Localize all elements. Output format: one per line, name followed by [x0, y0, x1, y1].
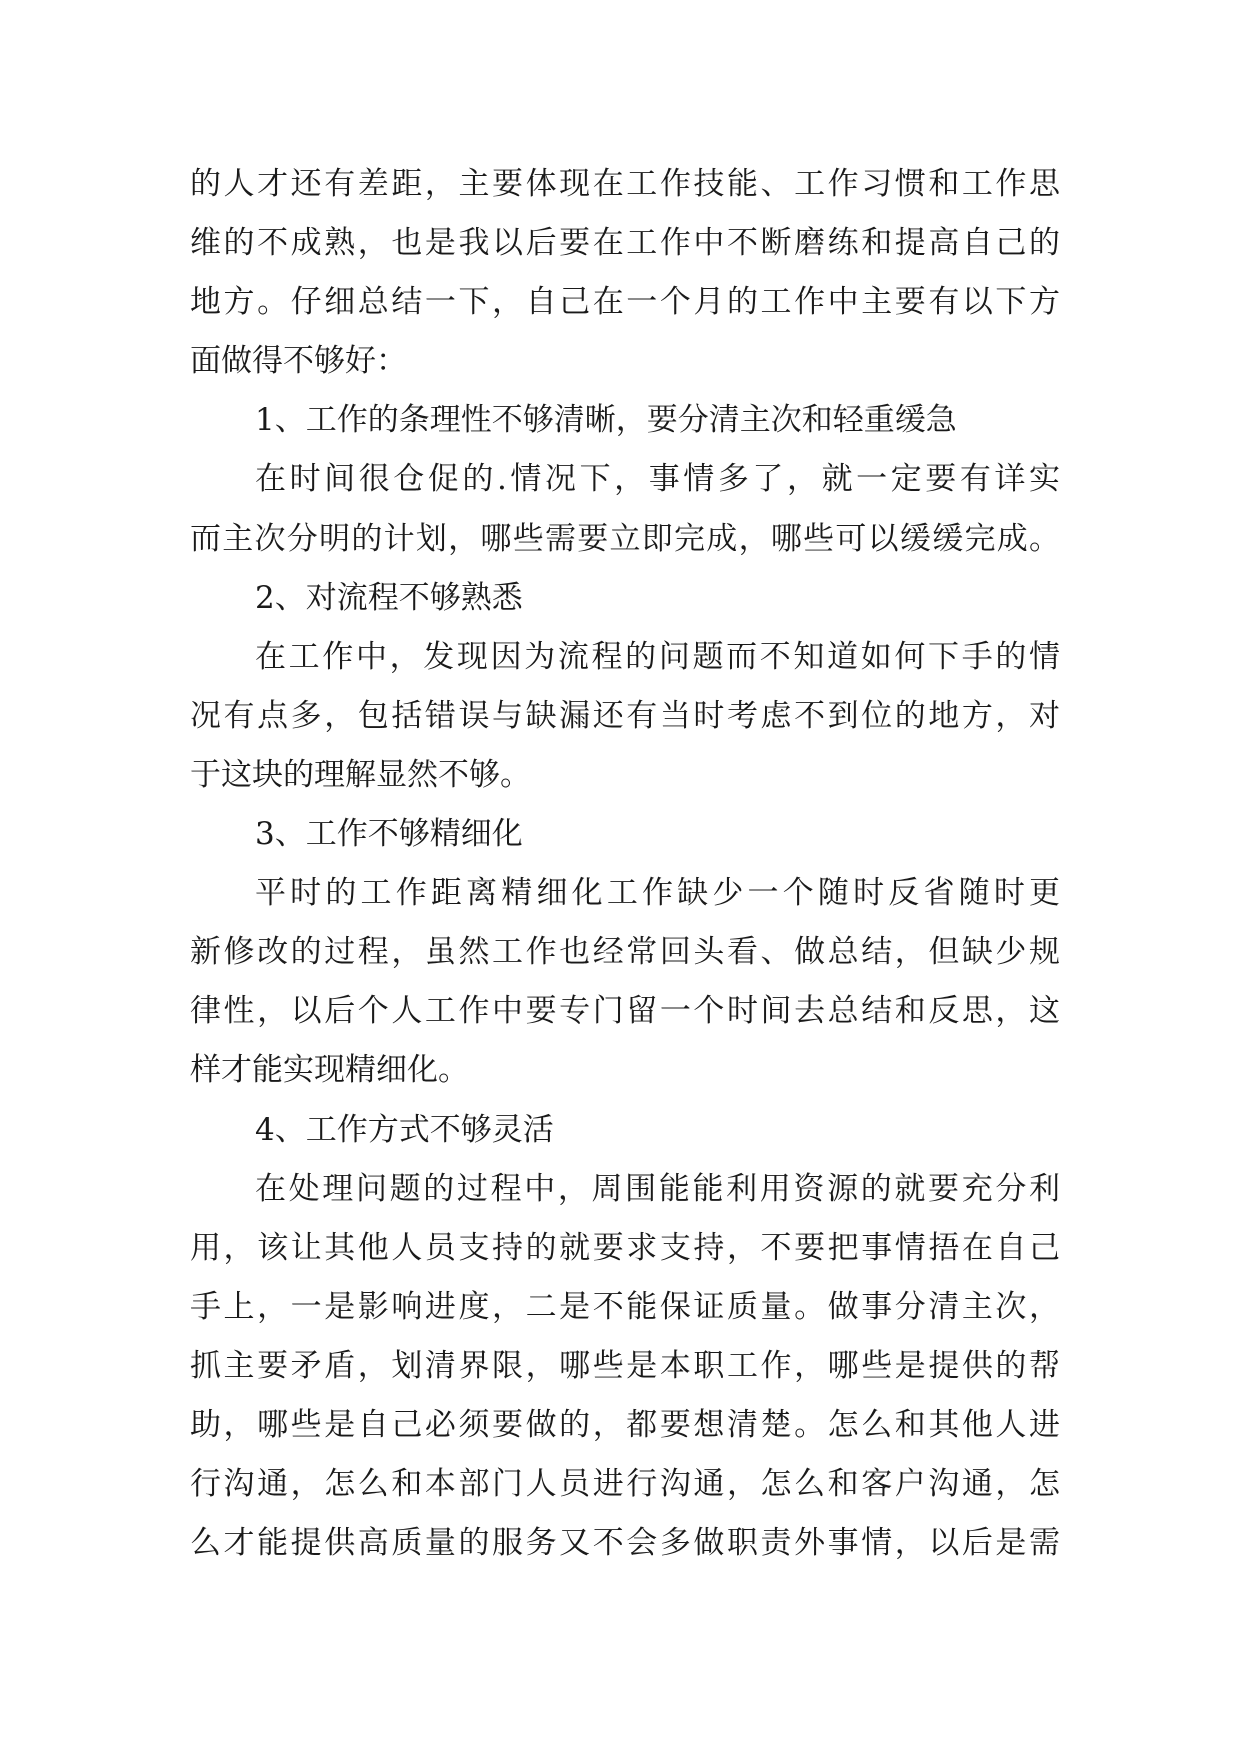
text-line: 平时的工作距离精细化工作缺少一个随时反省随时更	[255, 875, 1060, 912]
text-line: 地方。仔细总结一下，自己在一个月的工作中主要有以下方	[190, 284, 1060, 321]
text-line: 行沟通，怎么和本部门人员进行沟通，怎么和客户沟通，怎	[190, 1466, 1060, 1503]
text-line: 用，该让其他人员支持的就要求支持，不要把事情捂在自己	[190, 1229, 1060, 1266]
text-line: 手上，一是影响进度，二是不能保证质量。做事分清主次，	[190, 1288, 1060, 1325]
text-line: 1、工作的条理性不够清晰，要分清主次和轻重缓急	[255, 402, 957, 439]
text-line: 面做得不够好：	[190, 343, 407, 380]
text-line: 4、工作方式不够灵活	[255, 1111, 554, 1148]
text-line: 新修改的过程，虽然工作也经常回头看、做总结，但缺少规	[190, 934, 1060, 971]
text-line: 在工作中，发现因为流程的问题而不知道如何下手的情	[255, 638, 1060, 675]
text-line: 在时间很仓促的.情况下，事情多了，就一定要有详实	[255, 461, 1060, 498]
text-line: 抓主要矛盾，划清界限，哪些是本职工作，哪些是提供的帮	[190, 1347, 1060, 1384]
text-line: 的人才还有差距，主要体现在工作技能、工作习惯和工作思	[190, 166, 1060, 202]
text-line: 况有点多，包括错误与缺漏还有当时考虑不到位的地方，对	[190, 697, 1060, 734]
text-line: 3、工作不够精细化	[255, 816, 523, 853]
text-line: 在处理问题的过程中，周围能能利用资源的就要充分利	[255, 1170, 1060, 1207]
text-line: 而主次分明的计划，哪些需要立即完成，哪些可以缓缓完成。	[190, 520, 1060, 557]
text-line: 助，哪些是自己必须要做的，都要想清楚。怎么和其他人进	[190, 1406, 1060, 1443]
text-line: 律性，以后个人工作中要专门留一个时间去总结和反思，这	[190, 993, 1060, 1030]
document-body	[190, 155, 1060, 1573]
text-line: 2、对流程不够熟悉	[255, 579, 523, 616]
text-line: 于这块的理解显然不够。	[190, 756, 531, 793]
text-line: 样才能实现精细化。	[190, 1052, 469, 1089]
text-line: 么才能提供高质量的服务又不会多做职责外事情，以后是需	[190, 1525, 1060, 1562]
text-line: 维的不成熟，也是我以后要在工作中不断磨练和提高自己的	[190, 225, 1060, 262]
